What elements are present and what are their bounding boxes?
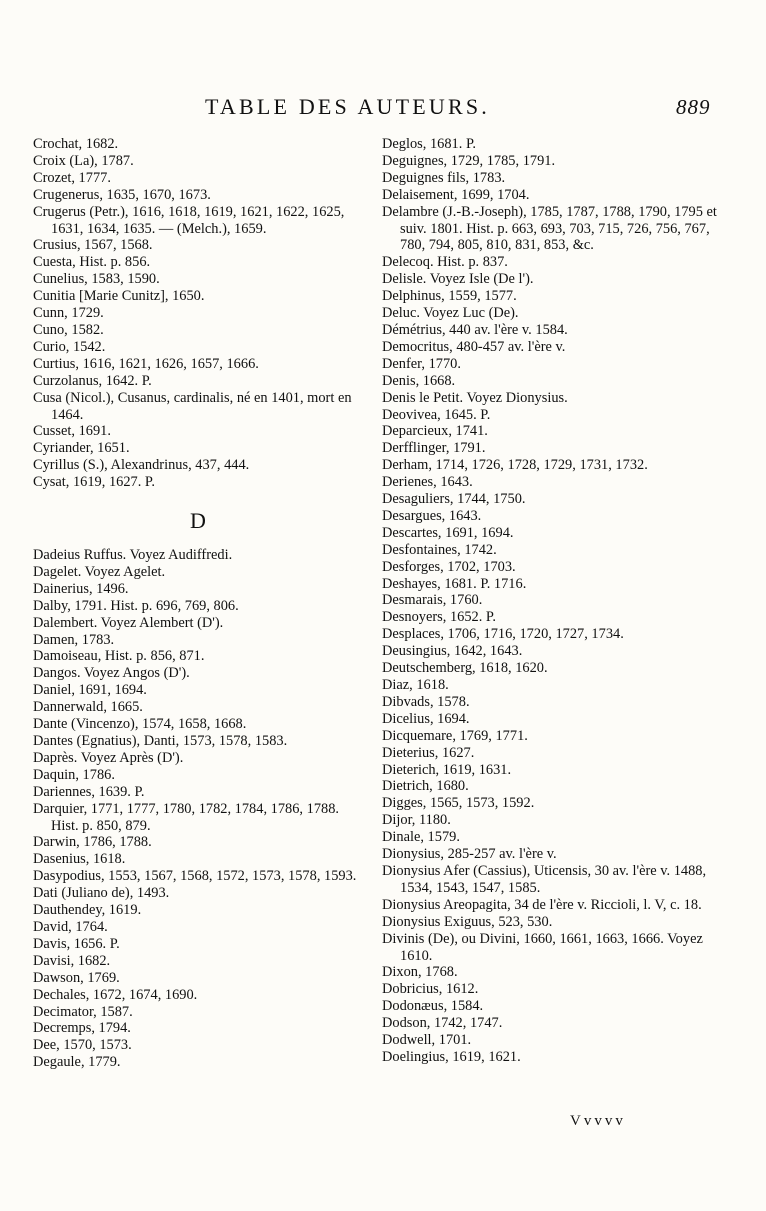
- index-entry: Deshayes, 1681. P. 1716.: [382, 575, 527, 592]
- index-entry: Denis le Petit. Voyez Dionysius.: [382, 389, 568, 406]
- index-entry: Delisle. Voyez Isle (De l').: [382, 271, 534, 288]
- index-entry: Dinale, 1579.: [382, 829, 460, 846]
- index-entry: Doelingius, 1619, 1621.: [382, 1048, 521, 1065]
- index-entry: Darwin, 1786, 1788.: [33, 834, 152, 851]
- index-entry: Dee, 1570, 1573.: [33, 1037, 132, 1054]
- index-entry: Dasenius, 1618.: [33, 851, 126, 868]
- index-entry: Deovivea, 1645. P.: [382, 406, 491, 423]
- catchword: Vvvvv: [570, 1113, 626, 1129]
- index-entry: Dobricius, 1612.: [382, 981, 479, 998]
- index-entry: Dawson, 1769.: [33, 969, 120, 986]
- index-entry: Dariennes, 1639. P.: [33, 783, 145, 800]
- index-entry: Dadeius Ruffus. Voyez Audiffredi.: [33, 547, 233, 564]
- index-entry: Decremps, 1794.: [33, 1020, 131, 1037]
- left-entries-bottom: [33, 547, 363, 1071]
- index-entry: Deparcieux, 1741.: [382, 423, 488, 440]
- index-entry: Daniel, 1691, 1694.: [33, 682, 147, 699]
- index-entry: Digges, 1565, 1573, 1592.: [382, 795, 535, 812]
- index-entry: Delecoq. Hist. p. 837.: [382, 254, 508, 271]
- index-entry: Deguignes, 1729, 1785, 1791.: [382, 152, 556, 169]
- index-entry: Davisi, 1682.: [33, 952, 111, 969]
- section-letter: D: [190, 508, 206, 534]
- index-entry: Cusset, 1691.: [33, 423, 111, 440]
- page-title: TABLE DES AUTEURS.: [205, 94, 491, 119]
- page-number: 889: [676, 95, 711, 119]
- index-entry: Crusius, 1567, 1568.: [33, 237, 153, 254]
- index-entry: Dieterius, 1627.: [382, 744, 475, 761]
- index-entry: Cysat, 1619, 1627. P.: [33, 474, 155, 491]
- index-entry: Daquin, 1786.: [33, 766, 115, 783]
- index-entry: Dalby, 1791. Hist. p. 696, 769, 806.: [33, 597, 239, 614]
- index-entry: Deutschemberg, 1618, 1620.: [382, 660, 548, 677]
- index-entry: Dauthendey, 1619.: [33, 902, 142, 919]
- index-entry: Dante (Vincenzo), 1574, 1658, 1668.: [33, 716, 247, 733]
- index-entry: Crochat, 1682.: [33, 136, 119, 152]
- index-entry: Desnoyers, 1652. P.: [382, 609, 496, 626]
- index-entry: Delambre (J.-B.-Joseph), 1785, 1787, 1788, 1790, 1795 et suiv. 1801. Hist. p. 663, 693, 703, 715, 726, 756, 767, 780, 794, 805, 810, 831, 853, &c.: [382, 203, 717, 254]
- index-entry: Dannerwald, 1665.: [33, 699, 143, 716]
- index-entry: Derienes, 1643.: [382, 474, 473, 491]
- index-entry: Deusingius, 1642, 1643.: [382, 643, 523, 660]
- page-header: [0, 94, 766, 130]
- index-entry: Deluc. Voyez Luc (De).: [382, 305, 519, 322]
- index-entry: Deglos, 1681. P.: [382, 136, 476, 152]
- index-entry: Diaz, 1618.: [382, 677, 449, 693]
- index-entry: Démétrius, 440 av. l'ère v. 1584.: [382, 321, 568, 338]
- index-entry: Dibvads, 1578.: [382, 693, 470, 710]
- index-entry: Dainerius, 1496.: [33, 580, 129, 597]
- index-entry: Dionysius Areopagita, 34 de l'ère v. Riccioli, l. V, c. 18.: [382, 896, 702, 913]
- left-column: [33, 136, 363, 1071]
- index-entry: Descartes, 1691, 1694.: [382, 524, 514, 541]
- index-entry: Dasypodius, 1553, 1567, 1568, 1572, 1573, 1578, 1593.: [33, 868, 357, 885]
- index-entry: Desmarais, 1760.: [382, 592, 483, 609]
- index-entry: Delaisement, 1699, 1704.: [382, 186, 530, 203]
- index-entry: Damen, 1783.: [33, 631, 115, 648]
- index-entry: Degaule, 1779.: [33, 1054, 121, 1071]
- index-entry: Dodson, 1742, 1747.: [382, 1015, 503, 1032]
- index-entry: Dangos. Voyez Angos (D').: [33, 665, 190, 682]
- index-entry: Delphinus, 1559, 1577.: [382, 288, 517, 305]
- index-entry: Crugerus (Petr.), 1616, 1618, 1619, 1621, 1622, 1625, 1631, 1634, 1635. — (Melch.), 1659.: [33, 203, 345, 237]
- index-entry: David, 1764.: [33, 918, 108, 935]
- index-entry: Derfflinger, 1791.: [382, 440, 486, 457]
- index-entry: Desplaces, 1706, 1716, 1720, 1727, 1734.: [382, 626, 624, 643]
- index-entry: Desaguliers, 1744, 1750.: [382, 491, 526, 508]
- index-entry: Denfer, 1770.: [382, 355, 461, 372]
- index-entry: Curtius, 1616, 1621, 1626, 1657, 1666.: [33, 355, 259, 372]
- index-entry: Dixon, 1768.: [382, 964, 458, 981]
- index-entry: Dieterich, 1619, 1631.: [382, 761, 512, 778]
- index-entry: Dalembert. Voyez Alembert (D').: [33, 614, 224, 631]
- index-entry: Dati (Juliano de), 1493.: [33, 885, 170, 902]
- index-entry: Cyrillus (S.), Alexandrinus, 437, 444.: [33, 457, 250, 474]
- index-entry: Darquier, 1771, 1777, 1780, 1782, 1784, 1786, 1788. Hist. p. 850, 879.: [33, 800, 339, 834]
- index-entry: Deguignes fils, 1783.: [382, 169, 506, 186]
- right-column: [382, 136, 730, 1066]
- index-entry: Dicquemare, 1769, 1771.: [382, 727, 528, 744]
- index-entry: Daprès. Voyez Après (D').: [33, 749, 184, 766]
- index-entry: Cunitia [Marie Cunitz], 1650.: [33, 288, 205, 305]
- index-entry: Dietrich, 1680.: [382, 778, 469, 795]
- index-entry: Dijor, 1180.: [382, 812, 451, 829]
- index-entry: Dechales, 1672, 1674, 1690.: [33, 986, 198, 1003]
- index-entry: Cunelius, 1583, 1590.: [33, 271, 160, 288]
- index-entry: Cusa (Nicol.), Cusanus, cardinalis, né en 1401, mort en 1464.: [33, 389, 352, 423]
- index-entry: Dionysius Exiguus, 523, 530.: [382, 913, 553, 930]
- left-entries-top: [33, 136, 363, 491]
- index-entry: Dantes (Egnatius), Danti, 1573, 1578, 1583.: [33, 733, 288, 749]
- index-entry: Crugenerus, 1635, 1670, 1673.: [33, 186, 211, 203]
- index-entry: Cuesta, Hist. p. 856.: [33, 254, 151, 271]
- index-entry: Dicelius, 1694.: [382, 710, 470, 727]
- index-entry: Croix (La), 1787.: [33, 152, 134, 169]
- index-entry: Dagelet. Voyez Agelet.: [33, 563, 166, 580]
- index-entry: Curzolanus, 1642. P.: [33, 372, 152, 389]
- index-entry: Crozet, 1777.: [33, 169, 111, 186]
- index-entry: Desfontaines, 1742.: [382, 541, 497, 558]
- index-entry: Damoiseau, Hist. p. 856, 871.: [33, 648, 205, 665]
- index-entry: Dionysius, 285-257 av. l'ère v.: [382, 846, 557, 863]
- index-entry: Davis, 1656. P.: [33, 935, 120, 952]
- index-entry: Democritus, 480-457 av. l'ère v.: [382, 338, 566, 355]
- index-entry: Derham, 1714, 1726, 1728, 1729, 1731, 1732.: [382, 457, 648, 474]
- index-entry: Decimator, 1587.: [33, 1003, 133, 1020]
- index-entry: Dodonæus, 1584.: [382, 998, 484, 1015]
- index-entry: Desargues, 1643.: [382, 507, 482, 524]
- index-entry: Dodwell, 1701.: [382, 1032, 472, 1049]
- index-entry: Cunn, 1729.: [33, 305, 104, 322]
- index-entry: Divinis (De), ou Divini, 1660, 1661, 1663, 1666. Voyez 1610.: [382, 930, 703, 964]
- right-entries: [382, 136, 730, 1066]
- index-entry: Dionysius Afer (Cassius), Uticensis, 30 av. l'ère v. 1488, 1534, 1543, 1547, 1585.: [382, 862, 707, 896]
- index-entry: Desforges, 1702, 1703.: [382, 558, 516, 575]
- index-entry: Denis, 1668.: [382, 372, 456, 389]
- index-entry: Curio, 1542.: [33, 338, 106, 355]
- index-entry: Cuno, 1582.: [33, 321, 104, 338]
- index-entry: Cyriander, 1651.: [33, 440, 130, 457]
